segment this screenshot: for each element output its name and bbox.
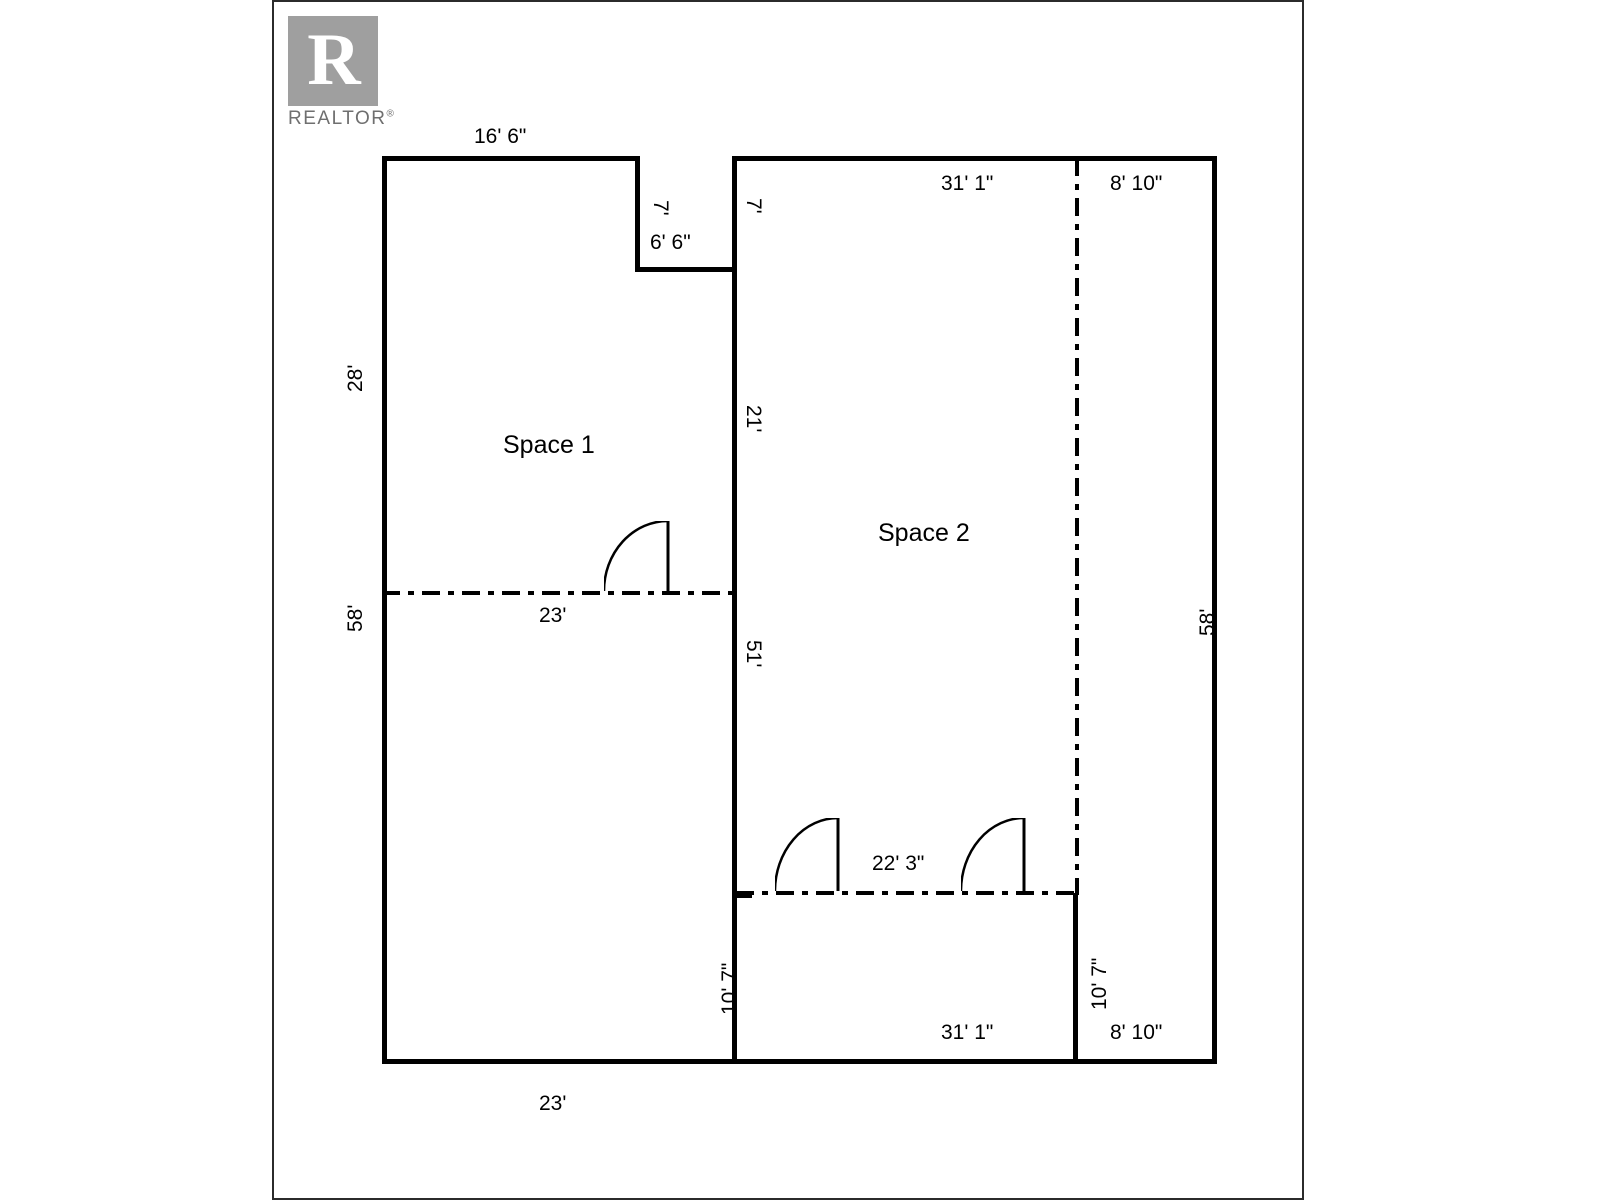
registered-mark: ® [386, 108, 396, 120]
realtor-wordmark-text: REALTOR [288, 108, 387, 129]
dim-right-wing-bottom-height: 10' 7" [1088, 957, 1111, 1010]
dim-space2-divider-width: 22' 3" [872, 852, 925, 875]
dim-space2-bottom-left-height: 10' 7" [718, 962, 741, 1015]
dim-top-left-width: 16' 6" [474, 125, 527, 148]
room-label-space2: Space 2 [878, 519, 970, 547]
dim-right-wing-top-width: 8' 10" [1110, 172, 1163, 195]
dim-notch-horizontal: 6' 6" [650, 231, 691, 254]
dim-notch-vertical-right: 7' [742, 198, 765, 214]
door-swing-space2-right [961, 818, 1031, 896]
wall-top-space2 [732, 156, 1217, 161]
partition-space1-divider [382, 591, 734, 595]
partition-right-wing [1075, 158, 1079, 895]
dim-space2-upper-height: 21' [742, 405, 765, 433]
realtor-wordmark [288, 108, 400, 130]
wall-notch-left [635, 156, 640, 271]
realtor-logo [288, 16, 398, 134]
door-swing-space1 [604, 521, 674, 596]
dim-bottom-left-width: 23' [539, 1092, 567, 1115]
wall-rightwing-inner [1073, 893, 1078, 1064]
dim-left-upper-height: 28' [344, 364, 367, 392]
dim-space1-divider-width: 23' [539, 604, 567, 627]
wall-top-left [382, 156, 640, 161]
dim-right-wing-bottom-width: 8' 10" [1110, 1021, 1163, 1044]
dim-right-total-height: 58' [1196, 608, 1219, 636]
wall-notch-bottom [635, 267, 735, 272]
wall-bottom-left [382, 1059, 737, 1064]
dim-notch-vertical-left: 7' [649, 200, 672, 216]
wall-bottom-space2 [732, 1059, 1217, 1064]
room-label-space1: Space 1 [503, 431, 595, 459]
door-swing-space2-left [775, 818, 845, 896]
dim-space2-lower-height: 51' [742, 640, 765, 668]
realtor-r-icon: R [307, 19, 359, 101]
wall-left-outer [382, 156, 387, 1064]
dim-space2-top-width: 31' 1" [941, 172, 994, 195]
dim-space2-bottom-width: 31' 1" [941, 1021, 994, 1044]
wall-center-vertical [732, 156, 737, 1064]
dim-left-total-height: 58' [344, 604, 367, 632]
